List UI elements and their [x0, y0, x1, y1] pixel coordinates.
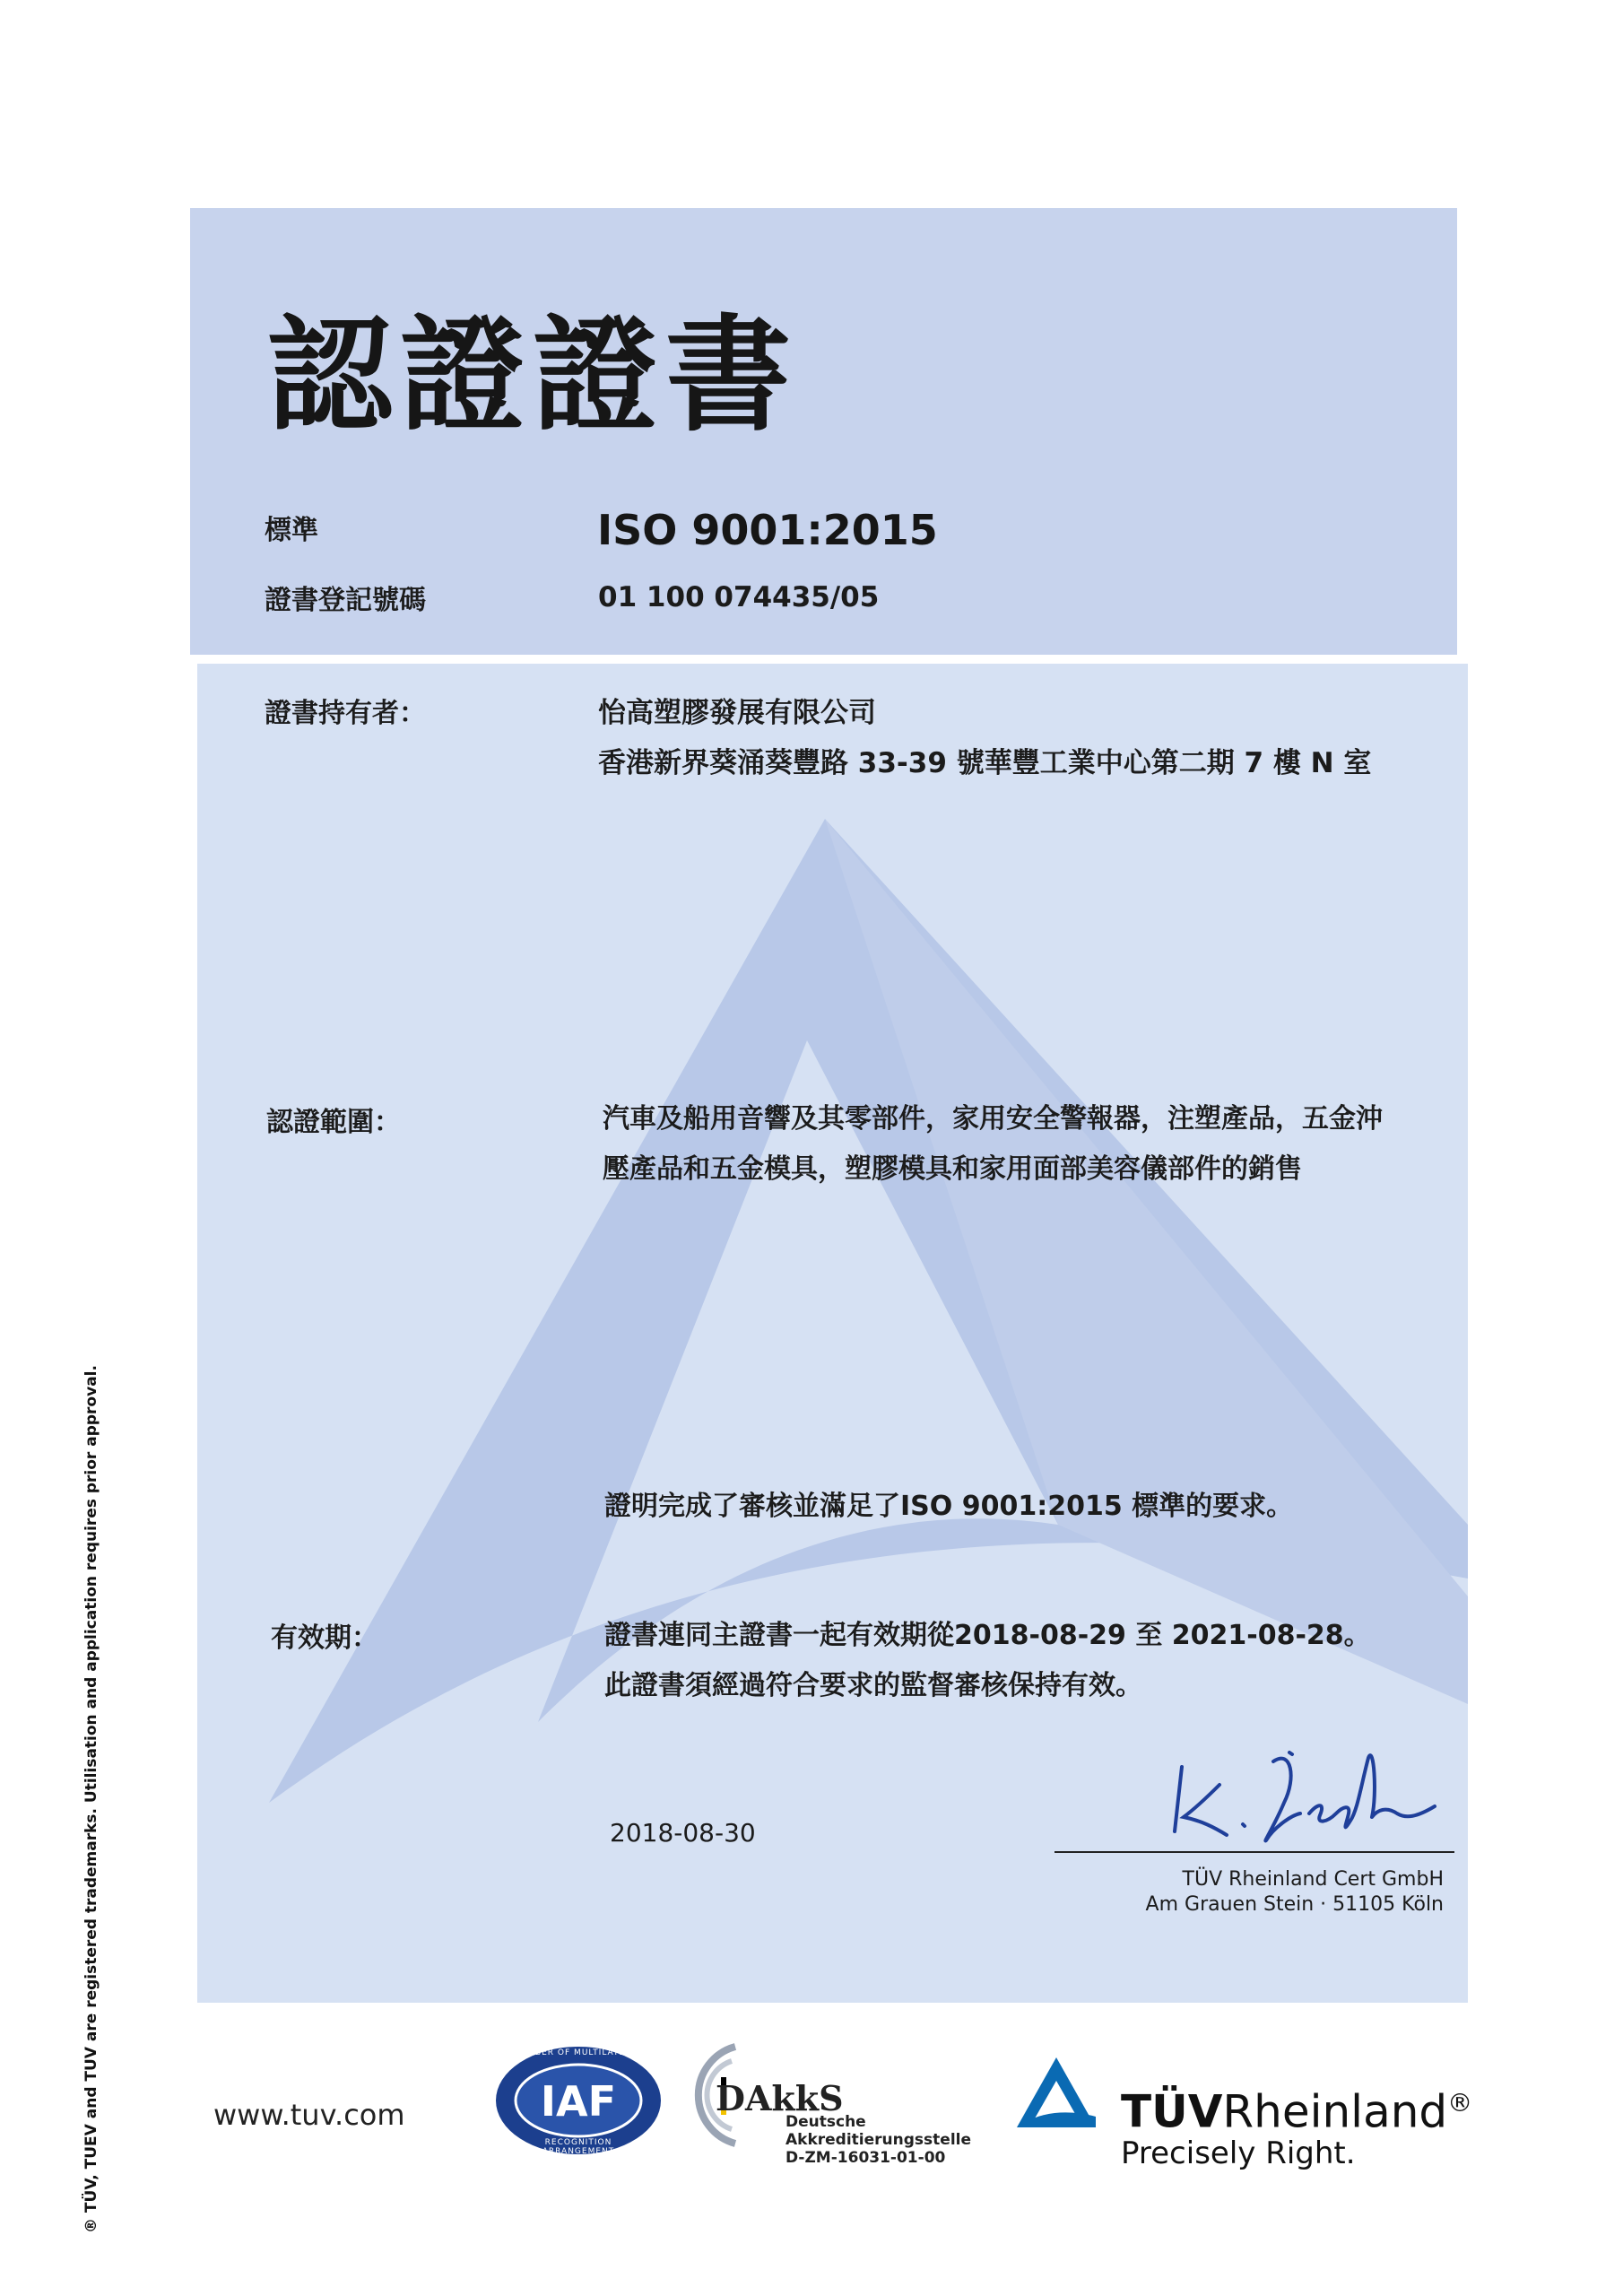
compliance-statement: 證明完成了審核並滿足了ISO 9001:2015 標準的要求。: [604, 1491, 1294, 1522]
holder-name: 怡高塑膠發展有限公司: [598, 697, 876, 729]
validity-line-2: 此證書須經過符合要求的監督審核保持有效。: [604, 1670, 1142, 1701]
holder-label: 證書持有者：: [265, 698, 426, 729]
validity-line-1: 證書連同主證書一起有效期從2018-08-29 至 2021-08-28。: [604, 1620, 1371, 1651]
scope-line-1: 汽車及船用音響及其零部件，家用安全警報器，注塑產品，五金沖: [603, 1103, 1383, 1135]
dakks-name: DAkkS: [716, 2078, 844, 2118]
website-url: www.tuv.com: [213, 2098, 405, 2132]
holder-address: 香港新界葵涌葵豐路 33-39 號華豐工業中心第二期 7 樓 N 室: [598, 747, 1372, 779]
trademark-notice: ® TÜV, TUEV and TUV are registered trademarks. Utilisation and application requires prior approval.: [82, 1365, 100, 2233]
signature-line: [1055, 1851, 1454, 1853]
tuv-triangle-logo-icon: [1013, 2054, 1099, 2131]
registered-mark: ®: [1447, 2088, 1473, 2118]
iaf-logo: [493, 2045, 664, 2156]
tuv-brand: [1121, 2076, 1472, 2139]
dakks-line-1: Deutsche: [785, 2113, 866, 2131]
dakks-line-3: D-ZM-16031-01-00: [785, 2149, 946, 2167]
issuer-address: Am Grauen Stein · 51105 Köln: [1145, 1893, 1444, 1916]
registration-number-value: 01 100 074435/05: [598, 581, 880, 613]
standard-label: 標準: [265, 515, 318, 546]
scope-line-2: 壓產品和五金模具，塑膠模具和家用面部美容儀部件的銷售: [603, 1153, 1302, 1185]
dakks-line-2: Akkreditierungsstelle: [785, 2131, 971, 2149]
validity-label: 有效期：: [271, 1622, 378, 1654]
handwritten-signature: [1166, 1731, 1453, 1848]
iaf-text: IAF: [540, 2077, 617, 2126]
iaf-ring-bottom: RECOGNITION ARRANGEMENT: [542, 2138, 615, 2156]
standard-value: ISO 9001:2015: [597, 506, 938, 554]
scope-label: 認證範圍：: [266, 1107, 401, 1138]
tuv-slogan: Precisely Right.: [1121, 2135, 1356, 2171]
certificate-title: 認證證書: [267, 303, 799, 449]
issue-date: 2018-08-30: [610, 1818, 756, 1848]
issuer-name: TÜV Rheinland Cert GmbH: [1182, 1868, 1444, 1891]
iaf-ring-top: MEMBER OF MULTILATERAL: [513, 2048, 644, 2057]
registration-number-label: 證書登記號碼: [265, 585, 426, 616]
tuv-brand-bold: TÜV: [1121, 2085, 1223, 2138]
tuv-brand-rest: Rheinland: [1222, 2085, 1448, 2138]
